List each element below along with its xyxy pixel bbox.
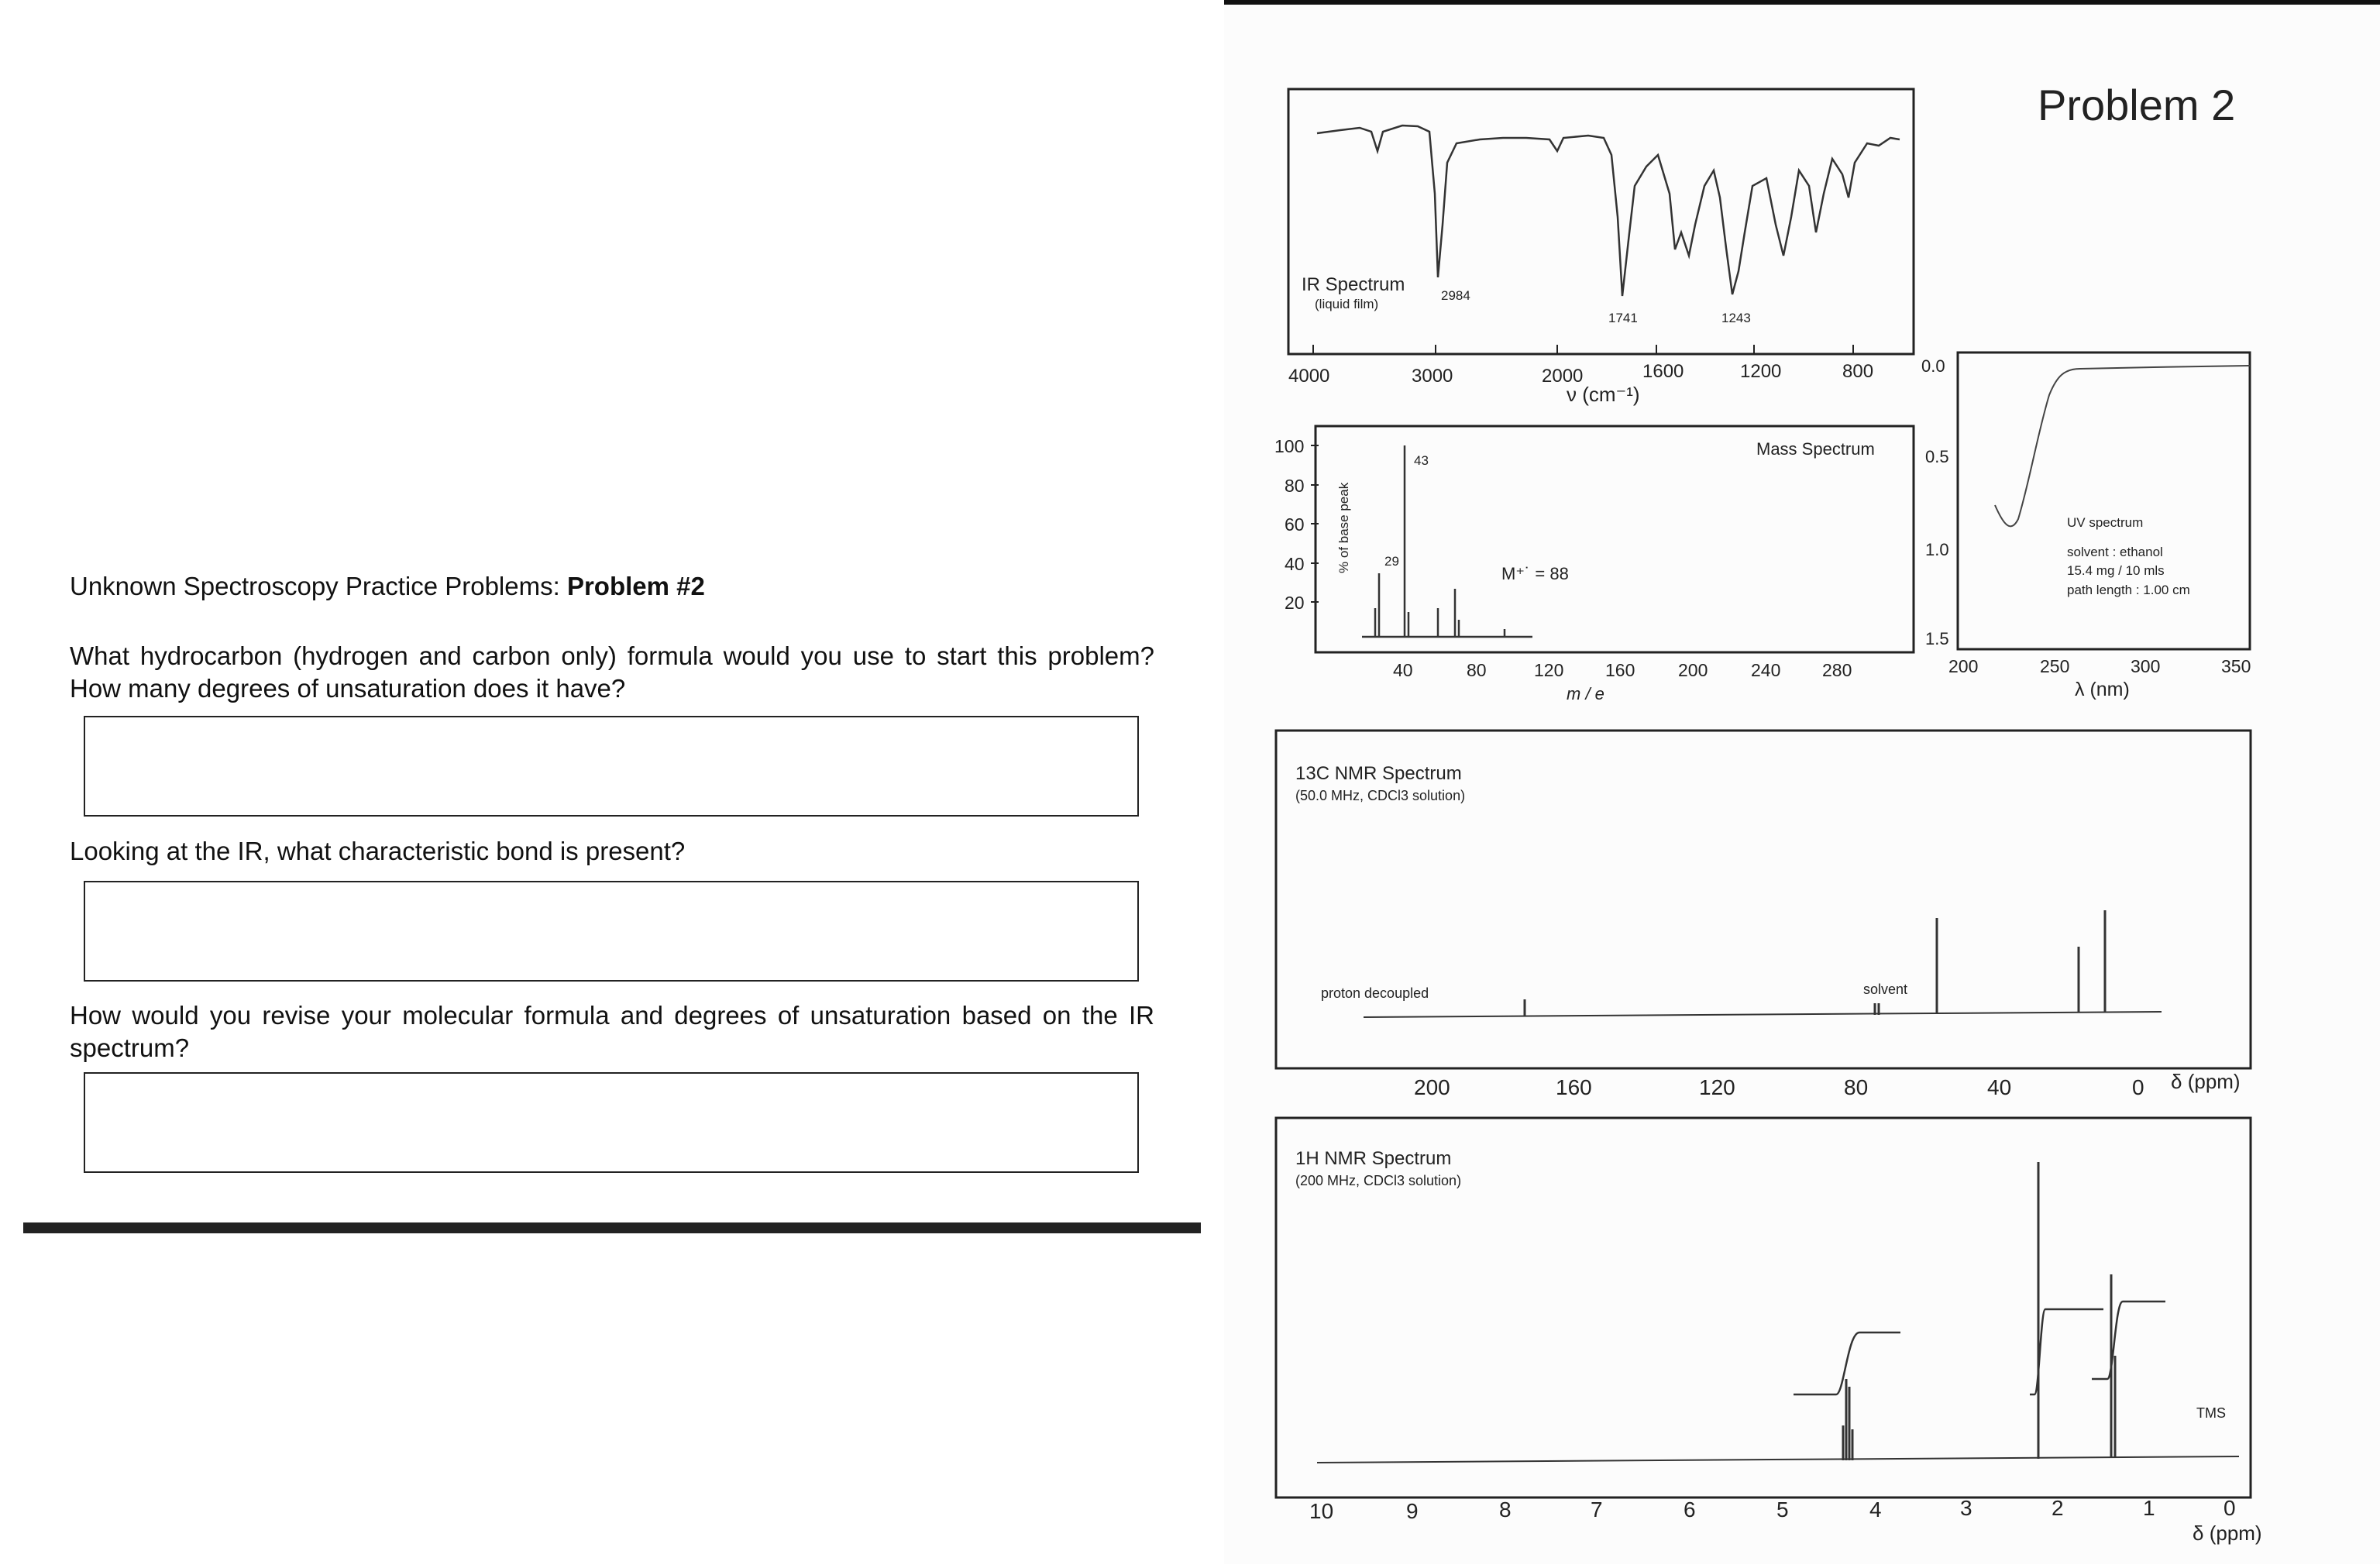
question-2: Looking at the IR, what characteristic bond is present?: [70, 837, 686, 865]
question-1: What hydrocarbon (hydrogen and carbon only) formula would you use to start this problem? How many degrees of unsaturation does it have?: [70, 641, 1154, 703]
mass-xtick-120: 120: [1534, 660, 1564, 680]
worksheet-title-bold: Problem #2: [566, 572, 705, 600]
ir-tick-1200: 1200: [1740, 361, 1782, 382]
mass-spectrum: [1274, 426, 1914, 703]
uv-xtick-300: 300: [2131, 656, 2161, 676]
problem-label: Problem 2: [2038, 81, 2236, 129]
c13-axis-label: δ (ppm): [2171, 1070, 2241, 1093]
c13-conditions: (50.0 MHz, CDCl3 solution): [1295, 788, 1466, 803]
h1-conditions: (200 MHz, CDCl3 solution): [1295, 1173, 1462, 1188]
mass-ytick-60: 60: [1285, 514, 1305, 535]
uv-title: UV spectrum: [2067, 515, 2144, 530]
mass-xtick-160: 160: [1605, 660, 1635, 680]
uv-frame: [1958, 352, 2250, 649]
h1-axis-label: δ (ppm): [2193, 1522, 2262, 1545]
ir-tick-1600: 1600: [1642, 361, 1684, 382]
h1-tick-8: 8: [1499, 1498, 1512, 1522]
worksheet-title-prefix: Unknown Spectroscopy Practice Problems:: [70, 572, 567, 600]
h1-tick-4: 4: [1869, 1498, 1882, 1522]
mass-ylabel: % of base peak: [1336, 482, 1351, 573]
h1-integrals: [1794, 1302, 2165, 1394]
uv-solvent: solvent : ethanol: [2067, 545, 2163, 559]
ir-title: IR Spectrum: [1302, 274, 1405, 295]
ir-peak-1243: 1243: [1721, 311, 1751, 325]
top-rule: [1224, 0, 2380, 5]
h1-tick-9: 9: [1406, 1499, 1419, 1523]
c13-tick-40: 40: [1987, 1075, 2012, 1099]
uv-ytick-1.5: 1.5: [1925, 629, 1949, 648]
ir-peak-2984: 2984: [1441, 288, 1470, 303]
ir-tick-2000: 2000: [1542, 366, 1584, 387]
h1-baseline: [1317, 1456, 2239, 1463]
h1-tick-10: 10: [1309, 1499, 1334, 1523]
c13-tick-200: 200: [1414, 1075, 1450, 1099]
ir-subtitle: (liquid film): [1315, 297, 1379, 311]
h1-tick-2: 2: [2052, 1496, 2064, 1520]
c13-note-decoupled: proton decoupled: [1321, 985, 1429, 1001]
mass-xtick-40: 40: [1393, 660, 1413, 680]
ir-tick-800: 800: [1842, 361, 1874, 382]
worksheet-title: [70, 572, 705, 601]
c13-peaks: [1525, 910, 2105, 1016]
c13-tick-0: 0: [2132, 1075, 2144, 1099]
mass-peak-43: 43: [1414, 453, 1429, 468]
mass-peaks: [1362, 445, 1532, 637]
ir-tick-3000: 3000: [1412, 366, 1453, 387]
mass-ytick-80: 80: [1285, 476, 1305, 496]
h1-tick-3: 3: [1960, 1496, 1972, 1520]
h1-nmr-spectrum: [1276, 1118, 2262, 1545]
spectra-figure: [1224, 0, 2380, 1564]
h1-tms: TMS: [2196, 1405, 2226, 1421]
uv-trace: [1995, 366, 2250, 526]
c13-tick-120: 120: [1699, 1075, 1735, 1099]
uv-path-length: path length : 1.00 cm: [2067, 583, 2190, 597]
c13-tick-80: 80: [1844, 1075, 1869, 1099]
mass-xlabel: m / e: [1567, 684, 1604, 703]
ir-spectrum: [1288, 89, 1914, 406]
ir-axis-label: ν (cm⁻¹): [1567, 383, 1640, 406]
mass-xtick-240: 240: [1751, 660, 1781, 680]
answer-box-1[interactable]: [84, 716, 1139, 817]
c13-nmr-spectrum: [1276, 731, 2251, 1099]
mass-peak-29: 29: [1384, 554, 1399, 569]
h1-tick-7: 7: [1591, 1498, 1603, 1522]
uv-ytick-1.0: 1.0: [1925, 540, 1949, 559]
ir-tick-4000: 4000: [1288, 366, 1330, 387]
h1-title: 1H NMR Spectrum: [1295, 1148, 1452, 1169]
uv-spectrum: [1921, 352, 2251, 700]
h1-tick-6: 6: [1684, 1498, 1696, 1522]
uv-xlabel: λ (nm): [2075, 679, 2130, 700]
uv-xtick-250: 250: [2040, 656, 2070, 676]
h1-tick-0: 0: [2224, 1496, 2236, 1520]
ir-peak-1741: 1741: [1608, 311, 1638, 325]
answer-box-3[interactable]: [84, 1072, 1139, 1173]
uv-xtick-200: 200: [1948, 656, 1979, 676]
h1-peaks: [1843, 1162, 2115, 1460]
c13-title: 13C NMR Spectrum: [1295, 763, 1462, 784]
section-divider: [23, 1222, 1201, 1233]
uv-xtick-350: 350: [2221, 656, 2251, 676]
mass-ytick-100: 100: [1274, 436, 1305, 456]
c13-tick-160: 160: [1556, 1075, 1592, 1099]
mass-title: Mass Spectrum: [1756, 439, 1875, 459]
h1-tick-5: 5: [1776, 1498, 1789, 1522]
mass-xtick-200: 200: [1678, 660, 1708, 680]
spectra-page: [1224, 0, 2380, 1564]
question-3: How would you revise your molecular formula and degrees of unsaturation based on the IR spectrum?: [70, 1001, 1154, 1062]
c13-note-solvent: solvent: [1863, 982, 1908, 997]
uv-concentration: 15.4 mg / 10 mls: [2067, 563, 2165, 578]
mass-xtick-280: 280: [1822, 660, 1852, 680]
answer-box-2[interactable]: [84, 881, 1139, 982]
mass-ytick-40: 40: [1285, 554, 1305, 574]
uv-ytick-0.0: 0.0: [1921, 356, 1945, 376]
mass-molecular-ion: M⁺˙ = 88: [1501, 564, 1569, 583]
mass-ytick-20: 20: [1285, 593, 1305, 613]
ir-frame: [1288, 89, 1914, 354]
c13-baseline: [1364, 1012, 2162, 1017]
h1-tick-1: 1: [2143, 1496, 2155, 1520]
uv-ytick-0.5: 0.5: [1925, 447, 1949, 466]
mass-xtick-80: 80: [1467, 660, 1487, 680]
ir-trace: [1317, 126, 1900, 296]
